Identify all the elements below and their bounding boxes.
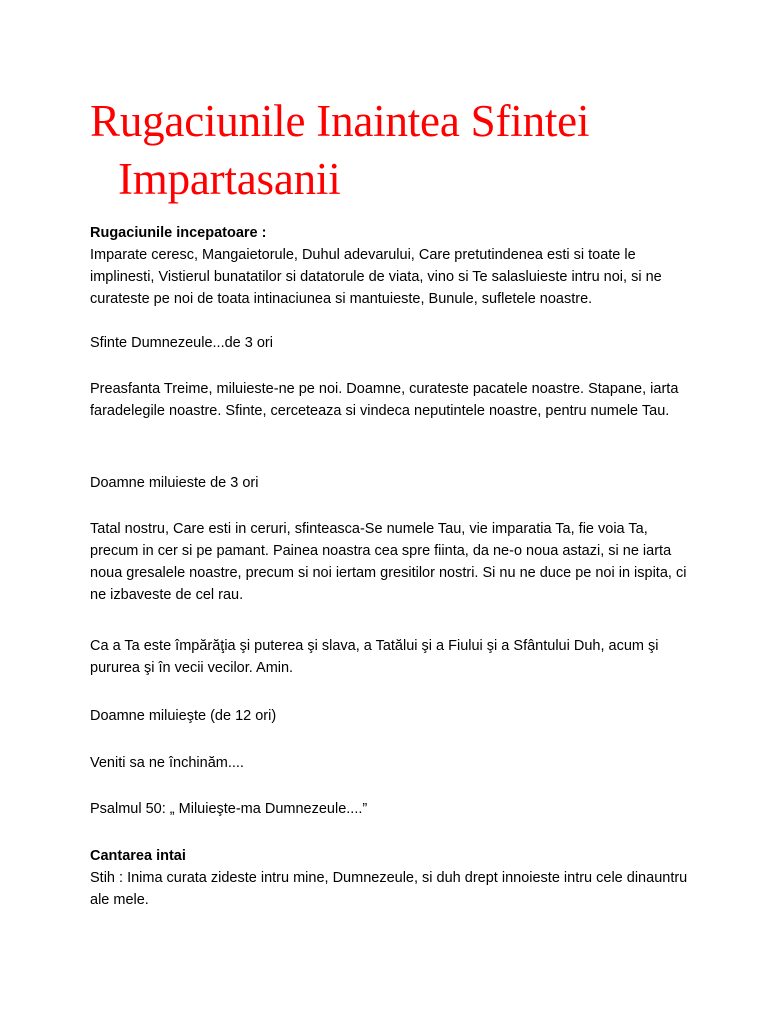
paragraph-veniti: Veniti sa ne închinăm.... [90,755,244,771]
paragraph-preasfanta-treime: Preasfanta Treime, miluieste-ne pe noi. Doamne, curateste pacatele noastre. Stapane, iarta faradelegile noastre. Sfinte, cerceteaza si vindeca neputintele noastre, pentru numele Tau. [90,381,679,419]
section-cantarea-intai [90,845,690,911]
title-line-1: Rugaciunile Inaintea Sfintei [90,96,590,146]
title-line-2: Impartasanii [118,154,341,204]
section-heading: Cantarea intai [90,848,186,864]
paragraph-tatal-nostru: Tatal nostru, Care esti in ceruri, sfinteasca-Se numele Tau, vie imparatia Ta, fie voia Ta, precum in cer si pe pamant. Painea noastra cea spre fiinta, da ne-o noua astazi, si ne iarta noua gresalele noastre, precum si noi iertam gresitilor nostri. Si nu ne duce pe noi in ispita, ci ne izbaveste de cel rau. [90,521,687,603]
paragraph-sfinte-dumnezeule: Sfinte Dumnezeule...de 3 ori [90,335,273,351]
section-text: Imparate ceresc, Mangaietorule, Duhul adevarului, Care pretutindenea esti si toate le implinesti, Vistierul bunatatilor si datatorule de viata, vino si Te salasluieste intru noi, si ne curateste pe noi de toata intinaciunea si mantuieste, Bunule, sufletele noastre. [90,247,662,307]
paragraph-doamne-miluieste-12: Doamne miluieşte (de 12 ori) [90,708,277,724]
section-rugaciunile-incepatoare [90,222,690,310]
paragraph-psalmul-50: Psalmul 50: „ Miluieşte-ma Dumnezeule....” [90,801,368,817]
document-title [90,92,730,208]
section-heading: Rugaciunile incepatoare : [90,225,267,241]
section-text: Stih : Inima curata zideste intru mine, Dumnezeule, si duh drept innoieste intru cele dinauntru ale mele. [90,870,688,908]
paragraph-doamne-miluieste: Doamne miluieste de 3 ori [90,475,259,491]
paragraph-ca-a-ta-este: Ca a Ta este împărăţia şi puterea şi slava, a Tatălui şi a Fiului şi a Sfântului Duh, acum şi pururea şi în vecii vecilor. Amin. [90,638,659,676]
